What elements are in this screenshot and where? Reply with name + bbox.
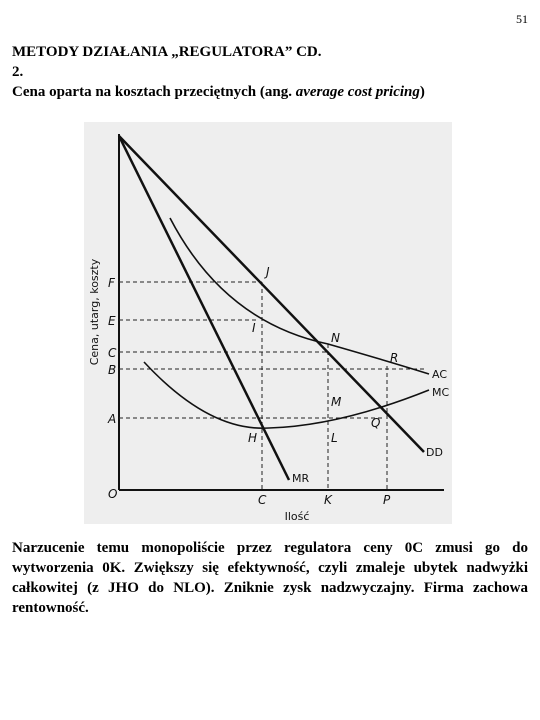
y-tick-c: C: [108, 346, 117, 360]
mr-label: MR: [292, 472, 310, 485]
x-tick-k: K: [324, 493, 332, 507]
ac-label: AC: [432, 368, 448, 381]
y-axis-label: Cena, utarg, koszty: [88, 258, 101, 366]
point-r: R: [390, 351, 399, 365]
subtitle-italic: average cost pricing: [295, 84, 420, 100]
mc-label: MC: [432, 386, 450, 399]
page-number: 51: [516, 12, 528, 26]
y-tick-f: F: [108, 276, 115, 290]
point-l: L: [331, 431, 338, 445]
x-tick-c: C: [258, 493, 267, 507]
y-tick-a: A: [108, 412, 117, 426]
point-n: N: [331, 331, 340, 345]
subtitle-suffix: ): [419, 84, 425, 100]
heading-title: METODY DZIAŁANIA „REGULATORA” CD.: [12, 44, 322, 60]
point-i: I: [252, 321, 256, 335]
point-m: M: [331, 395, 342, 409]
subtitle-prefix: Cena oparta na kosztach przeciętnych (ang.: [12, 84, 296, 100]
guide-lines: [119, 282, 424, 490]
marginal-cost-curve: [144, 362, 429, 428]
x-tick-p: P: [383, 493, 391, 507]
point-h: H: [248, 431, 258, 445]
demand-curve-dd: [119, 136, 424, 452]
slide-heading: [12, 42, 528, 102]
point-q: Q: [371, 416, 381, 430]
caption-text: Narzucenie temu monopoliście przez regulatora ceny 0C zmusi go do wytworzenia 0K. Zwiększy się efektywność, czyli zmaleje ubytek nadwyżki całkowitej (z JHO do NLO). Zniknie zysk nadzwyczajny. Firma zachowa rentowność.: [12, 540, 528, 616]
origin-label: O: [108, 487, 118, 501]
economics-diagram: [84, 122, 452, 524]
dd-label: DD: [426, 446, 443, 459]
y-tick-e: E: [108, 314, 116, 328]
y-tick-b: B: [108, 363, 117, 377]
point-j: J: [266, 265, 270, 279]
heading-number: 2.: [12, 64, 24, 80]
x-axis-label: Ilość: [284, 510, 310, 523]
heading-subtitle: [12, 82, 528, 102]
